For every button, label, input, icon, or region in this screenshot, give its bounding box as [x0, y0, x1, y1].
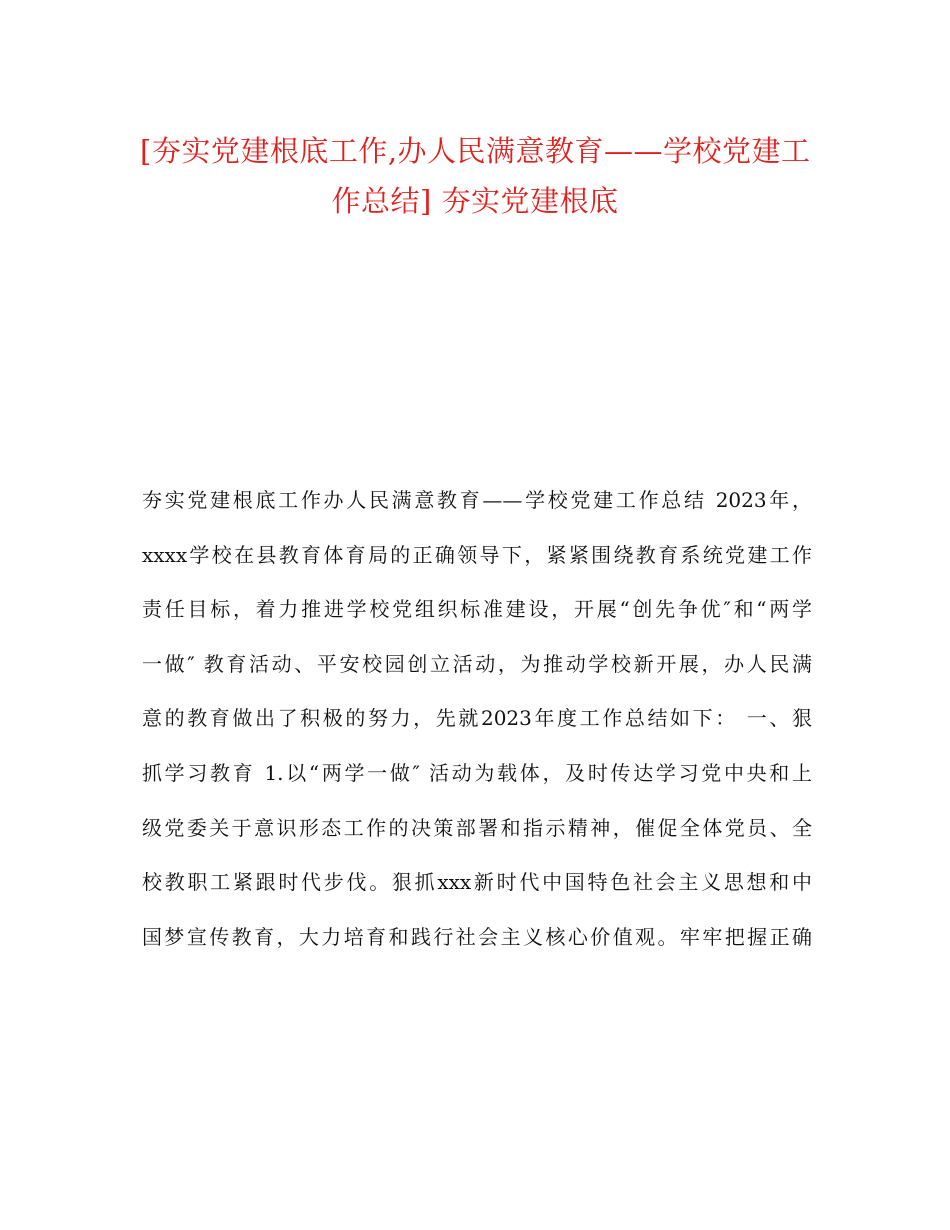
body-line: 责任目标，着力推进学校党组织标准建设，开展“创先争优″和“两学	[142, 597, 812, 622]
body-line: 抓学习教育 1.以“两学一做″ 活动为载体，及时传达学习党中央和上	[142, 760, 812, 785]
body-line: 一做″ 教育活动、平安校园创立活动，为推动学校新开展，办人民满	[142, 651, 812, 676]
title-line: 作总结] 夯实党建根底	[331, 184, 619, 218]
document-body	[142, 484, 812, 975]
body-line: 校教职工紧跟时代步伐。狠抓xxx新时代中国特色社会主义思想和中	[142, 870, 812, 895]
body-line: 国梦宣传教育，大力培育和践行社会主义核心价值观。牢牢把握正确	[142, 924, 812, 949]
body-line: 夯实党建根底工作办人民满意教育——学校党建工作总结 2023年，	[142, 488, 812, 512]
body-line: 意的教育做出了积极的努力，先就2023年度工作总结如下： 一、狠	[142, 706, 812, 731]
body-line: xxxx学校在县教育体育局的正确领导下，紧紧围绕教育系统党建工作	[142, 542, 812, 567]
body-line: 级党委关于意识形态工作的决策部署和指示精神，催促全体党员、全	[142, 815, 812, 840]
document-title	[140, 126, 810, 226]
title-line: [夯实党建根底工作,办人民满意教育——学校党建工	[140, 134, 811, 168]
